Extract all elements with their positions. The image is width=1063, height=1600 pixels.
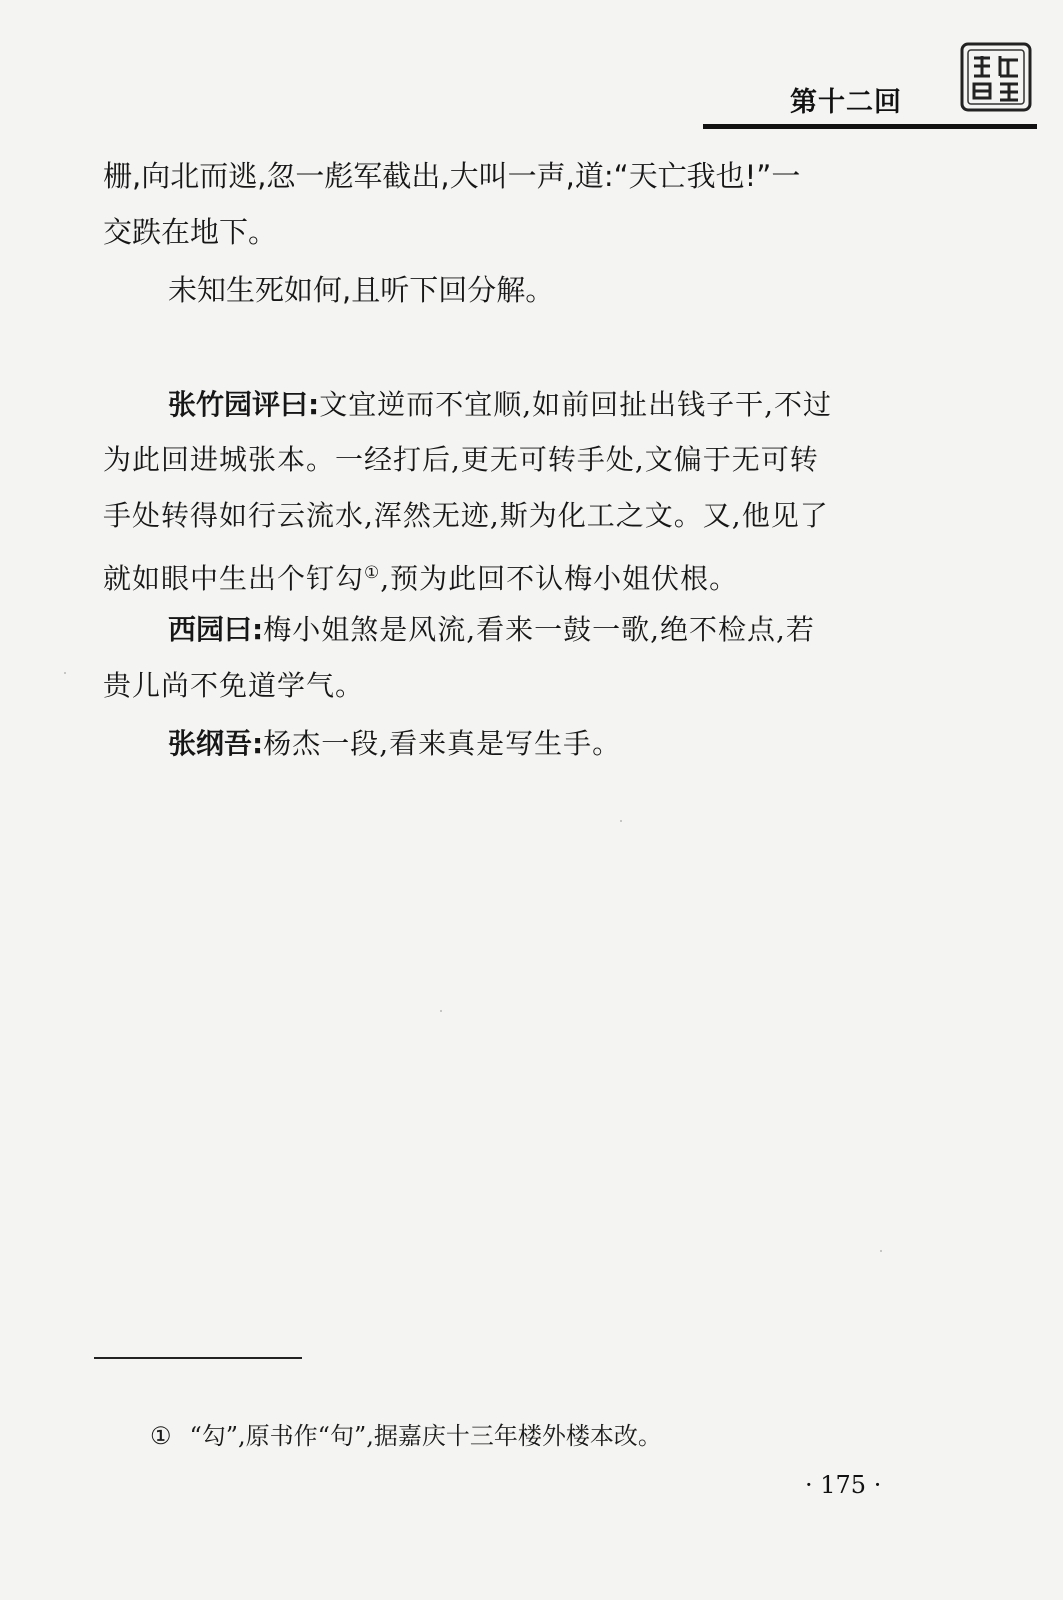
page-number: · 175 · <box>805 1471 882 1499</box>
commentator-name: 西园曰: <box>168 613 264 646</box>
footnote-reference[interactable]: ① <box>364 563 381 583</box>
seal-stamp-icon <box>960 42 1032 112</box>
commentary-line <box>103 553 738 599</box>
commentary-line: 为此回进城张本。一经打后,更无可转手处,文偏于无可转 <box>103 443 819 476</box>
footnote-marker: ① <box>150 1422 172 1450</box>
scan-speck <box>620 820 622 822</box>
commentary-text: 文宜逆而不宜顺,如前回扯出钱子干,不过 <box>319 388 833 421</box>
commentary-line <box>168 385 832 425</box>
scan-speck <box>440 1010 442 1012</box>
header-rule <box>703 124 1037 129</box>
chapter-title: 第十二回 <box>790 87 902 118</box>
footnote-rule <box>94 1357 302 1359</box>
commentator-name: 张竹园评曰: <box>168 388 320 421</box>
footnote <box>150 1420 662 1452</box>
commentary-text: ,预为此回不认梅小姐伏根。 <box>380 562 739 595</box>
commentator-name: 张纲吾: <box>168 727 264 760</box>
scan-speck <box>880 1250 882 1252</box>
scan-speck <box>64 672 66 674</box>
footnote-text: “勾”,原书作“句”,据嘉庆十三年楼外楼本改。 <box>189 1422 662 1450</box>
body-text-line: 未知生死如何,且听下回分解。 <box>168 273 555 307</box>
body-text-line: 交跌在地下。 <box>103 215 278 249</box>
commentary-text: 就如眼中生出个钉勾 <box>103 562 365 595</box>
body-text-line: 栅,向北而逃,忽一彪军截出,大叫一声,道:“天亡我也!”一 <box>103 159 801 193</box>
commentary-line: 贵儿尚不免道学气。 <box>103 669 365 702</box>
commentary-text: 梅小姐煞是风流,看来一鼓一歌,绝不检点,若 <box>263 613 815 646</box>
commentary-line <box>168 610 815 650</box>
commentary-line <box>168 724 621 764</box>
commentary-line: 手处转得如行云流水,浑然无迹,斯为化工之文。又,他见了 <box>103 499 829 532</box>
commentary-text: 杨杰一段,看来真是写生手。 <box>263 727 622 760</box>
